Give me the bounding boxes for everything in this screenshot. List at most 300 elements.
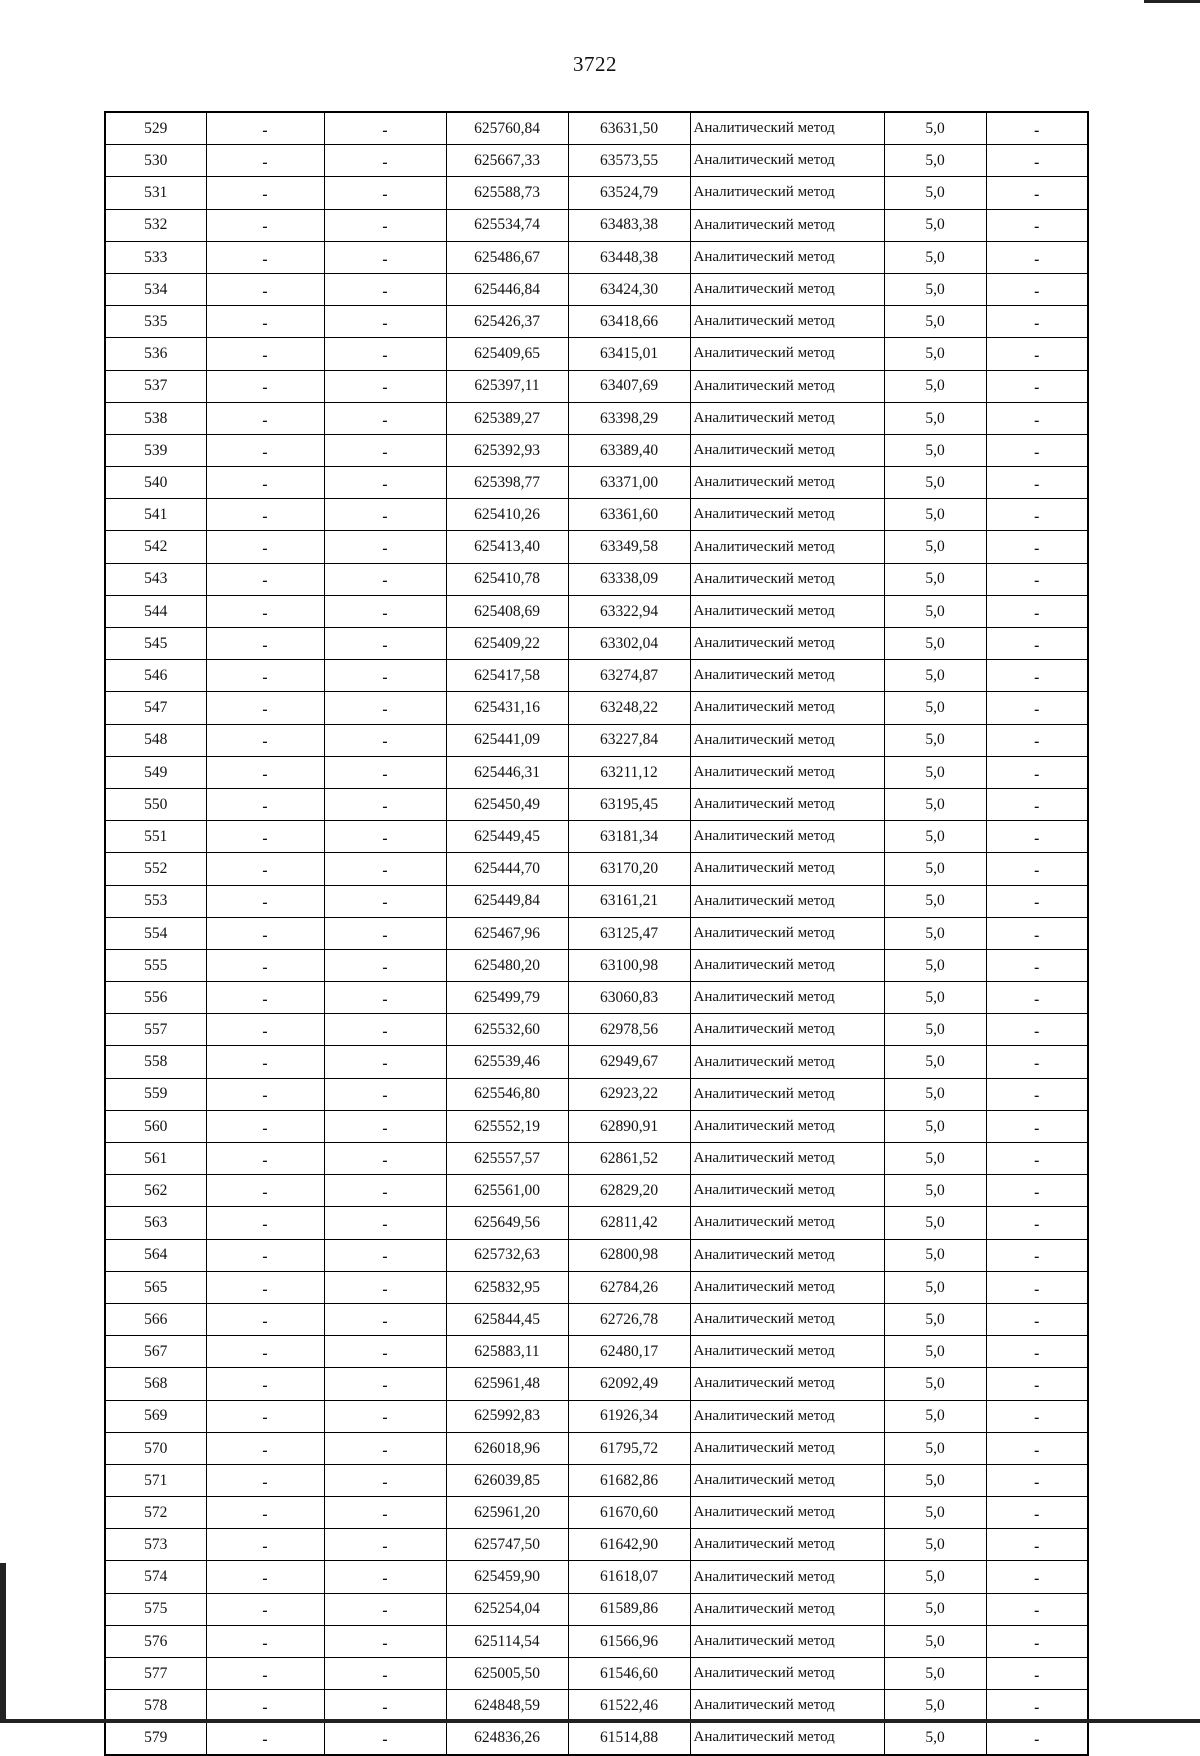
cell-coord-x: 625409,22 <box>446 628 568 660</box>
cell-point-number: 535 <box>105 306 206 338</box>
cell-col-3: - <box>324 1722 446 1755</box>
cell-method: Аналитический метод <box>690 788 884 820</box>
cell-col-3: - <box>324 1625 446 1657</box>
cell-coord-y: 61546,60 <box>568 1658 690 1690</box>
cell-col-8: - <box>986 917 1088 949</box>
cell-method: Аналитический метод <box>690 1529 884 1561</box>
cell-col-8: - <box>986 756 1088 788</box>
cell-accuracy: 5,0 <box>884 1497 986 1529</box>
cell-method: Аналитический метод <box>690 1303 884 1335</box>
cell-col-3: - <box>324 1690 446 1722</box>
cell-method: Аналитический метод <box>690 112 884 145</box>
cell-accuracy: 5,0 <box>884 821 986 853</box>
cell-point-number: 556 <box>105 982 206 1014</box>
cell-accuracy: 5,0 <box>884 692 986 724</box>
cell-coord-y: 63415,01 <box>568 338 690 370</box>
cell-accuracy: 5,0 <box>884 273 986 305</box>
cell-accuracy: 5,0 <box>884 1722 986 1755</box>
table-row <box>105 467 1088 499</box>
cell-col-3: - <box>324 628 446 660</box>
cell-accuracy: 5,0 <box>884 338 986 370</box>
cell-coord-x: 625459,90 <box>446 1561 568 1593</box>
cell-method: Аналитический метод <box>690 1046 884 1078</box>
table-row <box>105 241 1088 273</box>
cell-coord-x: 626039,85 <box>446 1464 568 1496</box>
cell-point-number: 539 <box>105 434 206 466</box>
cell-col-3: - <box>324 756 446 788</box>
cell-col-2: - <box>206 370 324 402</box>
cell-point-number: 542 <box>105 531 206 563</box>
cell-accuracy: 5,0 <box>884 467 986 499</box>
cell-accuracy: 5,0 <box>884 370 986 402</box>
cell-col-2: - <box>206 660 324 692</box>
table-row <box>105 1497 1088 1529</box>
cell-col-8: - <box>986 692 1088 724</box>
cell-point-number: 565 <box>105 1271 206 1303</box>
cell-method: Аналитический метод <box>690 273 884 305</box>
table-row <box>105 531 1088 563</box>
cell-method: Аналитический метод <box>690 756 884 788</box>
table-row <box>105 628 1088 660</box>
cell-point-number: 545 <box>105 628 206 660</box>
cell-col-3: - <box>324 1336 446 1368</box>
table-row <box>105 177 1088 209</box>
cell-accuracy: 5,0 <box>884 1207 986 1239</box>
cell-method: Аналитический метод <box>690 1336 884 1368</box>
cell-col-3: - <box>324 821 446 853</box>
cell-col-8: - <box>986 628 1088 660</box>
cell-col-2: - <box>206 595 324 627</box>
cell-col-3: - <box>324 1014 446 1046</box>
cell-method: Аналитический метод <box>690 885 884 917</box>
cell-coord-y: 63161,21 <box>568 885 690 917</box>
cell-method: Аналитический метод <box>690 853 884 885</box>
cell-col-2: - <box>206 853 324 885</box>
cell-col-8: - <box>986 1271 1088 1303</box>
cell-method: Аналитический метод <box>690 1722 884 1755</box>
cell-col-8: - <box>986 1207 1088 1239</box>
cell-col-2: - <box>206 821 324 853</box>
cell-col-2: - <box>206 885 324 917</box>
cell-coord-x: 625883,11 <box>446 1336 568 1368</box>
cell-coord-x: 625747,50 <box>446 1529 568 1561</box>
cell-col-2: - <box>206 402 324 434</box>
cell-col-2: - <box>206 1143 324 1175</box>
cell-col-2: - <box>206 1336 324 1368</box>
cell-accuracy: 5,0 <box>884 209 986 241</box>
cell-accuracy: 5,0 <box>884 1690 986 1722</box>
cell-method: Аналитический метод <box>690 692 884 724</box>
cell-col-8: - <box>986 853 1088 885</box>
cell-accuracy: 5,0 <box>884 628 986 660</box>
cell-col-3: - <box>324 1078 446 1110</box>
cell-coord-y: 63211,12 <box>568 756 690 788</box>
cell-accuracy: 5,0 <box>884 595 986 627</box>
cell-coord-x: 625449,84 <box>446 885 568 917</box>
cell-coord-y: 63125,47 <box>568 917 690 949</box>
cell-coord-y: 61795,72 <box>568 1432 690 1464</box>
cell-method: Аналитический метод <box>690 1658 884 1690</box>
cell-col-2: - <box>206 467 324 499</box>
table-row <box>105 1014 1088 1046</box>
cell-coord-x: 625114,54 <box>446 1625 568 1657</box>
cell-col-2: - <box>206 1014 324 1046</box>
cell-col-8: - <box>986 949 1088 981</box>
cell-col-3: - <box>324 1529 446 1561</box>
cell-coord-x: 625588,73 <box>446 177 568 209</box>
cell-col-2: - <box>206 628 324 660</box>
table-row <box>105 788 1088 820</box>
cell-coord-x: 625546,80 <box>446 1078 568 1110</box>
cell-col-3: - <box>324 241 446 273</box>
cell-accuracy: 5,0 <box>884 1625 986 1657</box>
table-row <box>105 1336 1088 1368</box>
cell-col-2: - <box>206 1722 324 1755</box>
cell-coord-y: 62092,49 <box>568 1368 690 1400</box>
cell-col-2: - <box>206 1432 324 1464</box>
cell-col-8: - <box>986 1625 1088 1657</box>
cell-col-8: - <box>986 1722 1088 1755</box>
table-row <box>105 949 1088 981</box>
cell-coord-y: 62923,22 <box>568 1078 690 1110</box>
cell-method: Аналитический метод <box>690 917 884 949</box>
cell-coord-y: 63483,38 <box>568 209 690 241</box>
cell-point-number: 551 <box>105 821 206 853</box>
cell-method: Аналитический метод <box>690 499 884 531</box>
cell-accuracy: 5,0 <box>884 788 986 820</box>
cell-col-8: - <box>986 1658 1088 1690</box>
cell-col-2: - <box>206 982 324 1014</box>
cell-col-8: - <box>986 1143 1088 1175</box>
cell-col-3: - <box>324 917 446 949</box>
cell-col-3: - <box>324 1400 446 1432</box>
cell-coord-x: 625961,48 <box>446 1368 568 1400</box>
cell-col-3: - <box>324 273 446 305</box>
cell-point-number: 543 <box>105 563 206 595</box>
cell-point-number: 570 <box>105 1432 206 1464</box>
cell-accuracy: 5,0 <box>884 1110 986 1142</box>
cell-coord-x: 625480,20 <box>446 949 568 981</box>
cell-coord-y: 63181,34 <box>568 821 690 853</box>
cell-coord-x: 625760,84 <box>446 112 568 145</box>
cell-accuracy: 5,0 <box>884 177 986 209</box>
cell-col-2: - <box>206 1464 324 1496</box>
cell-coord-x: 625397,11 <box>446 370 568 402</box>
cell-col-2: - <box>206 1239 324 1271</box>
cell-point-number: 548 <box>105 724 206 756</box>
table-row <box>105 499 1088 531</box>
cell-coord-x: 625446,31 <box>446 756 568 788</box>
table-row <box>105 1271 1088 1303</box>
cell-col-3: - <box>324 1368 446 1400</box>
cell-coord-x: 625961,20 <box>446 1497 568 1529</box>
cell-method: Аналитический метод <box>690 1239 884 1271</box>
cell-method: Аналитический метод <box>690 338 884 370</box>
cell-col-8: - <box>986 1046 1088 1078</box>
cell-point-number: 572 <box>105 1497 206 1529</box>
cell-col-2: - <box>206 499 324 531</box>
table-row <box>105 1368 1088 1400</box>
cell-col-8: - <box>986 370 1088 402</box>
cell-col-3: - <box>324 145 446 177</box>
cell-coord-x: 625444,70 <box>446 853 568 885</box>
cell-coord-y: 63274,87 <box>568 660 690 692</box>
cell-col-8: - <box>986 1336 1088 1368</box>
cell-coord-x: 625561,00 <box>446 1175 568 1207</box>
cell-col-3: - <box>324 982 446 1014</box>
cell-col-2: - <box>206 1400 324 1432</box>
cell-coord-y: 63371,00 <box>568 467 690 499</box>
cell-coord-y: 62978,56 <box>568 1014 690 1046</box>
cell-col-8: - <box>986 402 1088 434</box>
cell-point-number: 566 <box>105 1303 206 1335</box>
cell-coord-y: 63448,38 <box>568 241 690 273</box>
cell-method: Аналитический метод <box>690 595 884 627</box>
cell-accuracy: 5,0 <box>884 917 986 949</box>
cell-coord-y: 61670,60 <box>568 1497 690 1529</box>
cell-col-2: - <box>206 756 324 788</box>
cell-col-3: - <box>324 112 446 145</box>
cell-accuracy: 5,0 <box>884 660 986 692</box>
cell-coord-x: 625426,37 <box>446 306 568 338</box>
cell-coord-x: 625534,74 <box>446 209 568 241</box>
cell-col-3: - <box>324 1239 446 1271</box>
cell-col-2: - <box>206 531 324 563</box>
cell-coord-y: 61682,86 <box>568 1464 690 1496</box>
cell-coord-y: 62726,78 <box>568 1303 690 1335</box>
cell-col-2: - <box>206 1561 324 1593</box>
cell-accuracy: 5,0 <box>884 306 986 338</box>
scan-edge-top <box>1144 0 1200 3</box>
cell-point-number: 554 <box>105 917 206 949</box>
cell-coord-y: 63322,94 <box>568 595 690 627</box>
cell-method: Аналитический метод <box>690 1207 884 1239</box>
cell-coord-y: 63424,30 <box>568 273 690 305</box>
cell-col-3: - <box>324 209 446 241</box>
cell-col-2: - <box>206 563 324 595</box>
cell-col-8: - <box>986 724 1088 756</box>
cell-coord-y: 63407,69 <box>568 370 690 402</box>
table-row <box>105 145 1088 177</box>
cell-col-8: - <box>986 306 1088 338</box>
cell-point-number: 568 <box>105 1368 206 1400</box>
cell-coord-y: 63170,20 <box>568 853 690 885</box>
cell-col-3: - <box>324 949 446 981</box>
cell-col-2: - <box>206 724 324 756</box>
cell-col-8: - <box>986 982 1088 1014</box>
table-row <box>105 724 1088 756</box>
cell-coord-y: 63349,58 <box>568 531 690 563</box>
cell-coord-x: 625557,57 <box>446 1143 568 1175</box>
cell-point-number: 549 <box>105 756 206 788</box>
cell-method: Аналитический метод <box>690 209 884 241</box>
cell-coord-x: 625467,96 <box>446 917 568 949</box>
cell-col-3: - <box>324 338 446 370</box>
table-row <box>105 1239 1088 1271</box>
cell-coord-y: 61926,34 <box>568 1400 690 1432</box>
cell-coord-y: 63631,50 <box>568 112 690 145</box>
cell-method: Аналитический метод <box>690 1464 884 1496</box>
cell-col-8: - <box>986 1529 1088 1561</box>
cell-col-2: - <box>206 1690 324 1722</box>
table-row <box>105 1529 1088 1561</box>
cell-coord-x: 625431,16 <box>446 692 568 724</box>
cell-coord-y: 62949,67 <box>568 1046 690 1078</box>
cell-col-2: - <box>206 1175 324 1207</box>
table-row <box>105 692 1088 724</box>
cell-method: Аналитический метод <box>690 1497 884 1529</box>
cell-point-number: 541 <box>105 499 206 531</box>
cell-point-number: 552 <box>105 853 206 885</box>
cell-col-2: - <box>206 1110 324 1142</box>
cell-point-number: 560 <box>105 1110 206 1142</box>
cell-point-number: 555 <box>105 949 206 981</box>
cell-col-8: - <box>986 145 1088 177</box>
cell-point-number: 534 <box>105 273 206 305</box>
cell-col-3: - <box>324 177 446 209</box>
cell-coord-y: 63524,79 <box>568 177 690 209</box>
table-row <box>105 1110 1088 1142</box>
cell-col-3: - <box>324 660 446 692</box>
cell-point-number: 537 <box>105 370 206 402</box>
cell-coord-x: 625552,19 <box>446 1110 568 1142</box>
cell-col-2: - <box>206 338 324 370</box>
cell-accuracy: 5,0 <box>884 1400 986 1432</box>
cell-col-8: - <box>986 241 1088 273</box>
cell-accuracy: 5,0 <box>884 756 986 788</box>
cell-accuracy: 5,0 <box>884 402 986 434</box>
cell-col-2: - <box>206 692 324 724</box>
cell-col-2: - <box>206 949 324 981</box>
cell-col-3: - <box>324 724 446 756</box>
cell-point-number: 546 <box>105 660 206 692</box>
cell-method: Аналитический метод <box>690 1271 884 1303</box>
table-row <box>105 853 1088 885</box>
cell-point-number: 567 <box>105 1336 206 1368</box>
cell-point-number: 530 <box>105 145 206 177</box>
cell-method: Аналитический метод <box>690 1400 884 1432</box>
cell-accuracy: 5,0 <box>884 1336 986 1368</box>
cell-col-3: - <box>324 788 446 820</box>
cell-coord-x: 625398,77 <box>446 467 568 499</box>
cell-point-number: 533 <box>105 241 206 273</box>
cell-col-3: - <box>324 1143 446 1175</box>
cell-col-3: - <box>324 1110 446 1142</box>
cell-method: Аналитический метод <box>690 1561 884 1593</box>
cell-col-2: - <box>206 1658 324 1690</box>
cell-coord-x: 625832,95 <box>446 1271 568 1303</box>
cell-coord-y: 63060,83 <box>568 982 690 1014</box>
cell-coord-x: 625844,45 <box>446 1303 568 1335</box>
table-row <box>105 1690 1088 1722</box>
cell-col-8: - <box>986 1432 1088 1464</box>
cell-coord-y: 61514,88 <box>568 1722 690 1755</box>
cell-col-8: - <box>986 112 1088 145</box>
cell-method: Аналитический метод <box>690 1014 884 1046</box>
cell-col-2: - <box>206 1368 324 1400</box>
cell-col-8: - <box>986 1175 1088 1207</box>
cell-col-3: - <box>324 531 446 563</box>
cell-accuracy: 5,0 <box>884 949 986 981</box>
cell-col-3: - <box>324 1207 446 1239</box>
cell-method: Аналитический метод <box>690 402 884 434</box>
cell-col-8: - <box>986 1078 1088 1110</box>
table-row <box>105 306 1088 338</box>
cell-method: Аналитический метод <box>690 660 884 692</box>
cell-coord-y: 63338,09 <box>568 563 690 595</box>
table-row <box>105 1432 1088 1464</box>
cell-point-number: 531 <box>105 177 206 209</box>
cell-accuracy: 5,0 <box>884 1561 986 1593</box>
cell-coord-x: 625532,60 <box>446 1014 568 1046</box>
cell-col-8: - <box>986 467 1088 499</box>
cell-col-2: - <box>206 1303 324 1335</box>
cell-point-number: 538 <box>105 402 206 434</box>
cell-col-8: - <box>986 885 1088 917</box>
table-row <box>105 1658 1088 1690</box>
cell-method: Аналитический метод <box>690 949 884 981</box>
cell-method: Аналитический метод <box>690 1110 884 1142</box>
cell-coord-y: 61566,96 <box>568 1625 690 1657</box>
cell-col-3: - <box>324 563 446 595</box>
cell-col-3: - <box>324 499 446 531</box>
table-row <box>105 1175 1088 1207</box>
cell-point-number: 574 <box>105 1561 206 1593</box>
cell-coord-x: 625992,83 <box>446 1400 568 1432</box>
cell-col-8: - <box>986 1690 1088 1722</box>
cell-coord-x: 625410,26 <box>446 499 568 531</box>
cell-point-number: 569 <box>105 1400 206 1432</box>
cell-point-number: 557 <box>105 1014 206 1046</box>
cell-col-3: - <box>324 402 446 434</box>
cell-col-3: - <box>324 1175 446 1207</box>
cell-coord-y: 62784,26 <box>568 1271 690 1303</box>
cell-point-number: 563 <box>105 1207 206 1239</box>
table-row <box>105 209 1088 241</box>
cell-col-8: - <box>986 1464 1088 1496</box>
cell-col-3: - <box>324 306 446 338</box>
cell-method: Аналитический метод <box>690 1625 884 1657</box>
cell-coord-y: 62800,98 <box>568 1239 690 1271</box>
cell-col-8: - <box>986 338 1088 370</box>
scan-edge-bottom <box>0 1719 1200 1723</box>
table-row <box>105 563 1088 595</box>
cell-coord-x: 626018,96 <box>446 1432 568 1464</box>
cell-coord-x: 625486,67 <box>446 241 568 273</box>
cell-col-2: - <box>206 788 324 820</box>
cell-coord-x: 625732,63 <box>446 1239 568 1271</box>
cell-coord-x: 625667,33 <box>446 145 568 177</box>
cell-col-8: - <box>986 1014 1088 1046</box>
cell-col-8: - <box>986 499 1088 531</box>
cell-coord-x: 625417,58 <box>446 660 568 692</box>
cell-accuracy: 5,0 <box>884 1303 986 1335</box>
cell-coord-y: 63248,22 <box>568 692 690 724</box>
cell-col-8: - <box>986 1368 1088 1400</box>
cell-coord-x: 625254,04 <box>446 1593 568 1625</box>
cell-accuracy: 5,0 <box>884 1175 986 1207</box>
cell-method: Аналитический метод <box>690 531 884 563</box>
table-row <box>105 660 1088 692</box>
cell-point-number: 529 <box>105 112 206 145</box>
cell-coord-x: 625005,50 <box>446 1658 568 1690</box>
cell-coord-y: 63418,66 <box>568 306 690 338</box>
cell-accuracy: 5,0 <box>884 1658 986 1690</box>
table-row <box>105 1078 1088 1110</box>
cell-point-number: 576 <box>105 1625 206 1657</box>
table-row <box>105 1143 1088 1175</box>
cell-col-3: - <box>324 1271 446 1303</box>
